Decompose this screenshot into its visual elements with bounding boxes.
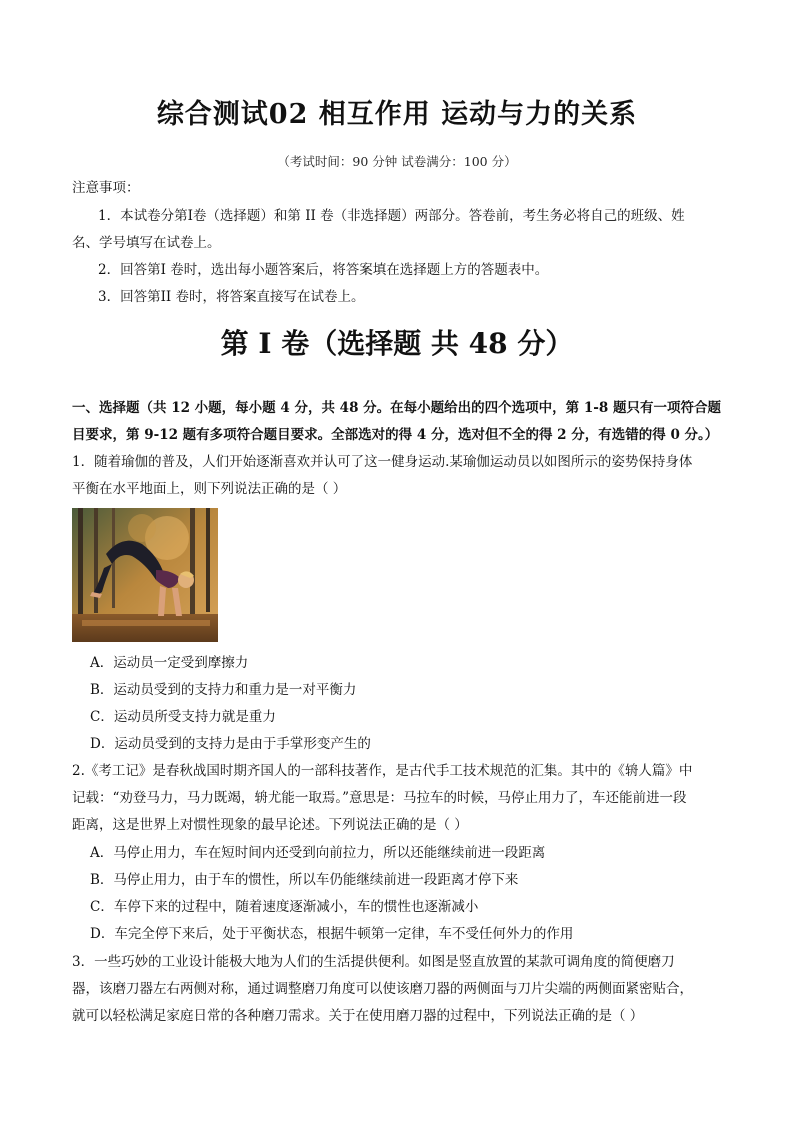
note-item-2: 2．回答第I 卷时，选出每小题答案后，将答案填在选择题上方的答题表中。 <box>98 262 549 278</box>
question-3-stem: 3．一些巧妙的工业设计能极大地为人们的生活提供便利。如图是竖直放置的某款可调角度的简便磨刀 <box>72 954 675 970</box>
notes-heading: 注意事项： <box>72 180 140 196</box>
question-1-option-a: A．运动员一定受到摩擦力 <box>90 655 249 671</box>
question-2-option-d: D．车完全停下来后，处于平衡状态，根据牛顿第一定律，车不受任何外力的作用 <box>90 926 574 942</box>
question-2-stem-cont-1: 记载：“劝登马力，马力既竭，辀尤能一取焉。”意思是：马拉车的时候，马停止用力了，车还能前进一段 <box>72 790 687 806</box>
exam-info: （考试时间：90 分钟 试卷满分：100 分） <box>277 154 517 169</box>
question-2-option-c: C．车停下来的过程中，随着速度逐渐减小，车的惯性也逐渐减小 <box>90 899 479 915</box>
question-1-option-d: D．运动员受到的支持力是由于手掌形变产生的 <box>90 736 371 752</box>
page-title: 综合测试02 相互作用 运动与力的关系 <box>156 99 638 130</box>
note-item-1-cont: 名、学号填写在试卷上。 <box>72 235 221 251</box>
part-heading-cont: 目要求，第 9-12 题有多项符合题目要求。全部选对的得 4 分，选对但不全的得 2 分，有选错的得 0 分。） <box>72 427 719 443</box>
part-heading: 一、选择题（共 12 小题，每小题 4 分，共 48 分。在每小题给出的四个选项中，第 1-8 题只有一项符合题 <box>72 400 721 416</box>
question-3-stem-cont-2: 就可以轻松满足家庭日常的各种磨刀需求。关于在使用磨刀器的过程中，下列说法正确的是（ ） <box>72 1008 644 1024</box>
question-2-stem-cont-2: 距离，这是世界上对惯性现象的最早论述。下列说法正确的是（ ） <box>72 817 468 833</box>
question-3-stem-cont-1: 器，该磨刀器左右两侧对称，通过调整磨刀角度可以使该磨刀器的两侧面与刀片尖端的两侧面紧密贴合， <box>72 981 693 997</box>
question-1-stem: 1．随着瑜伽的普及，人们开始逐渐喜欢并认可了这一健身运动.某瑜伽运动员以如图所示的姿势保持身体 <box>72 454 693 470</box>
question-1-option-c: C．运动员所受支持力就是重力 <box>90 709 276 725</box>
section-title: 第 I 卷（选择题 共 48 分） <box>220 327 574 360</box>
question-2-option-a: A．马停止用力，车在短时间内还受到向前拉力，所以还能继续前进一段距离 <box>90 845 546 861</box>
question-2-stem: 2.《考工记》是春秋战国时期齐国人的一部科技著作，是古代手工技术规范的汇集。其中的《辀人篇》中 <box>72 763 693 779</box>
question-1-stem-cont: 平衡在水平地面上，则下列说法正确的是（ ） <box>72 481 347 497</box>
note-item-1: 1．本试卷分第I卷（选择题）和第 II 卷（非选择题）两部分。答卷前，考生务必将自己的班级、姓 <box>98 208 685 224</box>
yoga-photo <box>72 508 218 642</box>
note-item-3: 3．回答第II 卷时，将答案直接写在试卷上。 <box>98 289 365 305</box>
question-1-option-b: B．运动员受到的支持力和重力是一对平衡力 <box>90 682 357 698</box>
question-2-option-b: B．马停止用力，由于车的惯性，所以车仍能继续前进一段距离才停下来 <box>90 872 519 888</box>
